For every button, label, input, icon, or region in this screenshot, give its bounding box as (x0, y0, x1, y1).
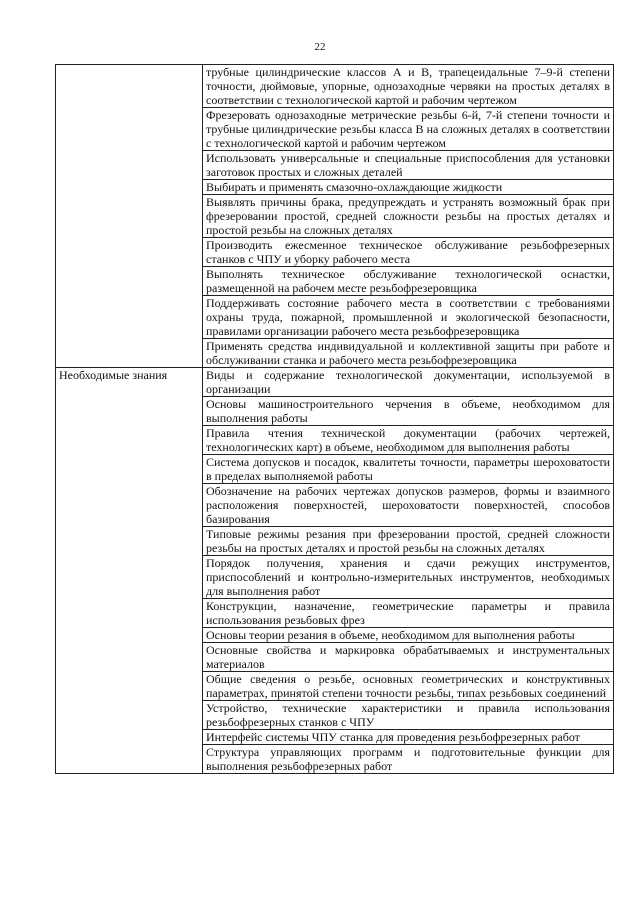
knowledge-item: Порядок получения, хранения и сдачи режущих инструментов, приспособлений и контрольно-измерительных инструментов, необходимых для выполнения работ (203, 556, 614, 599)
knowledge-item: Основные свойства и маркировка обрабатываемых и инструментальных материалов (203, 643, 614, 672)
knowledge-item: Конструкции, назначение, геометрические параметры и правила использования резьбовых фрез (203, 599, 614, 628)
knowledge-item: Устройство, технические характеристики и правила использования резьбофрезерных станков с ЧПУ (203, 701, 614, 730)
knowledge-item: Типовые режимы резания при фрезеровании простой, средней сложности резьбы на простых деталях и простой резьбы на сложных деталях (203, 527, 614, 556)
table-row (56, 368, 614, 397)
knowledge-item: Общие сведения о резьбе, основных геометрических и конструктивных параметрах, принятой степени точности резьбы, типах резьбовых соединений (203, 672, 614, 701)
skill-item: Выполнять техническое обслуживание технологической оснастки, размещенной на рабочем месте резьбофрезеровщика (203, 267, 614, 296)
page-number: 22 (314, 41, 326, 53)
knowledge-item: Структура управляющих программ и подготовительные функции для выполнения резьбофрезерных работ (203, 745, 614, 774)
skill-item: Применять средства индивидуальной и коллективной защиты при работе и обслуживании станка и рабочего места резьбофрезеровщика (203, 339, 614, 368)
skills-label-cell (56, 65, 203, 368)
knowledge-item: Виды и содержание технологической документации, используемой в организации (203, 368, 614, 397)
skill-item: трубные цилиндрические классов А и В, трапецеидальные 7–9-й степени точности, дюймовые, упорные, однозаходные червяки на простых деталях в соответствии с технологической картой и рабочим чертежом (203, 65, 614, 108)
knowledge-item: Интерфейс системы ЧПУ станка для проведения резьбофрезерных работ (203, 730, 614, 745)
knowledge-item: Обозначение на рабочих чертежах допусков размеров, формы и взаимного расположения поверхностей, шероховатости поверхностей, способов базирования (203, 484, 614, 527)
skill-item: Производить ежесменное техническое обслуживание резьбофрезерных станков с ЧПУ и уборку рабочего места (203, 238, 614, 267)
skill-item: Выбирать и применять смазочно-охлаждающие жидкости (203, 180, 614, 195)
knowledge-label: Необходимые знания (56, 368, 203, 774)
skill-item: Использовать универсальные и специальные приспособления для установки заготовок простых и сложных деталей (203, 151, 614, 180)
knowledge-item: Основы машиностроительного черчения в объеме, необходимом для выполнения работы (203, 397, 614, 426)
knowledge-item: Основы теории резания в объеме, необходимом для выполнения работы (203, 628, 614, 643)
skill-item: Фрезеровать однозаходные метрические резьбы 6-й, 7-й степени точности и трубные цилиндрические резьбы класса В на сложных деталях в соответствии с технологической картой и рабочим чертежом (203, 108, 614, 151)
table-row (56, 65, 614, 108)
skill-item: Поддерживать состояние рабочего места в соответствии с требованиями охраны труда, пожарной, промышленной и экологической безопасности, правилами организации рабочего места резьбофрезеровщика (203, 296, 614, 339)
skill-item: Выявлять причины брака, предупреждать и устранять возможный брак при фрезеровании простой, средней сложности резьбы на простых деталях и простой резьбы на сложных деталях (203, 195, 614, 238)
competency-table (55, 64, 614, 774)
knowledge-item: Система допусков и посадок, квалитеты точности, параметры шероховатости в пределах выполняемой работы (203, 455, 614, 484)
knowledge-item: Правила чтения технической документации (рабочих чертежей, технологических карт) в объеме, необходимом для выполнения работы (203, 426, 614, 455)
